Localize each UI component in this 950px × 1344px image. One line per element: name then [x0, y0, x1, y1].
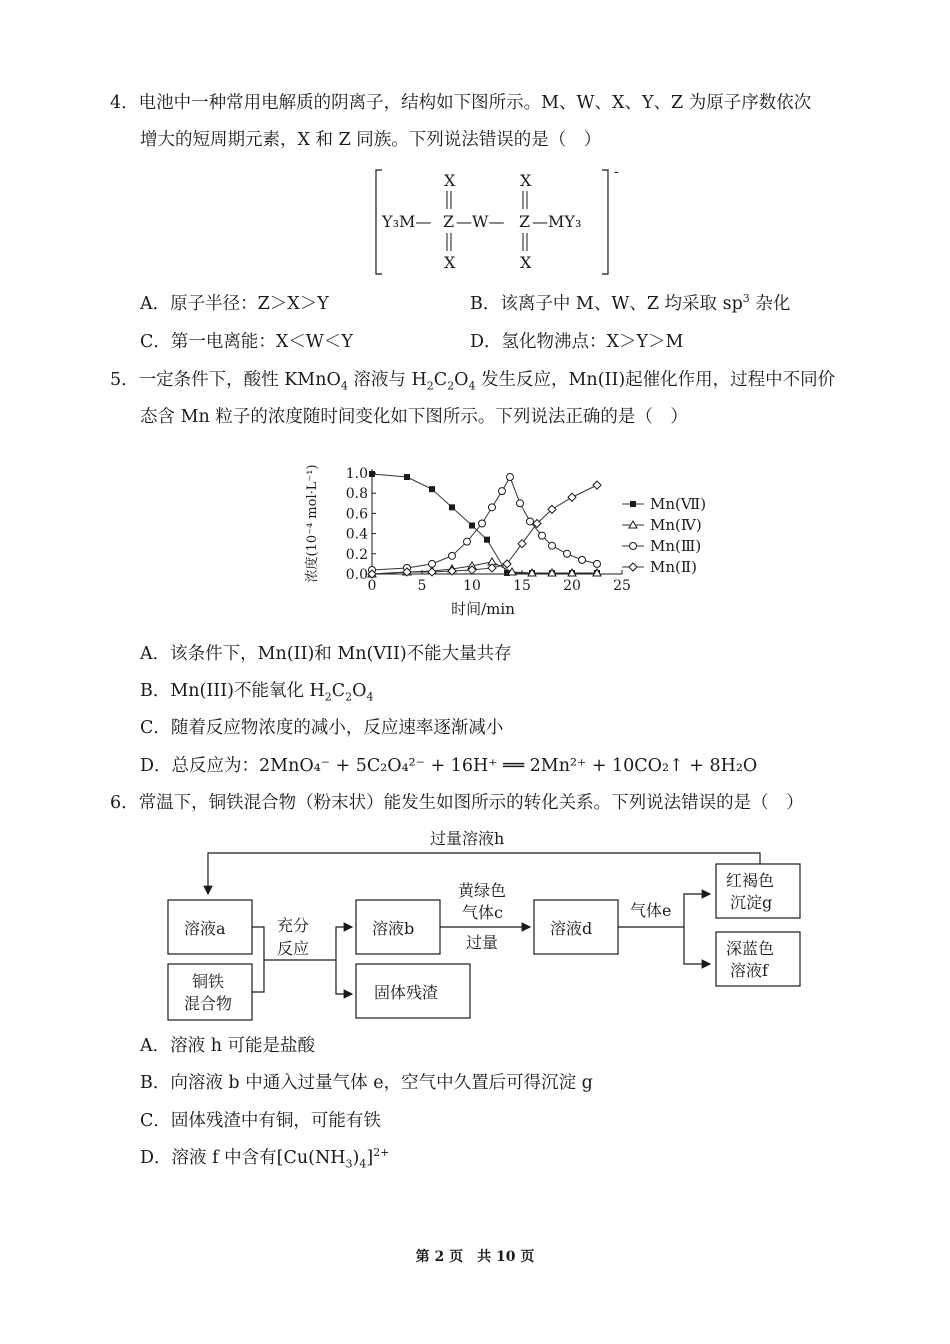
data-point	[428, 568, 436, 576]
legend-marker	[630, 543, 637, 550]
y-tick-label: 1.0	[345, 466, 368, 482]
series-line	[372, 485, 597, 574]
react-label-2: 反应	[277, 939, 310, 958]
legend-label: Mn(Ⅲ)	[650, 537, 702, 555]
q4-option-c: C．第一电离能：X＜W＜Y	[140, 332, 353, 352]
residue-label: 固体残渣	[374, 983, 439, 1002]
mixture-label-2: 混合物	[184, 994, 233, 1013]
data-point	[594, 560, 601, 567]
chart-series	[368, 471, 601, 578]
label-excess-h: 过量溶液h	[430, 829, 505, 848]
q5-option-b: B．Mn(III)不能氧化 $H_2C_2O_4$	[140, 681, 374, 704]
q5-stem-line2: 态含 Mn 粒子的浓度随时间变化如下图所示。下列说法正确的是（ ）	[140, 407, 688, 427]
data-point	[564, 550, 571, 557]
data-point	[499, 488, 506, 495]
data-point	[549, 542, 556, 549]
x-tick-label: 25	[613, 578, 631, 594]
y-tick-label: 0.8	[345, 486, 368, 503]
data-point	[539, 532, 546, 539]
q4-option-b: B．该离子中 M、W、Z 均采取 $sp^3$ 杂化	[470, 292, 791, 314]
q4-structure-svg	[370, 166, 630, 278]
box-f-label-1: 深蓝色	[726, 939, 775, 958]
x-tick-label: 20	[563, 578, 581, 594]
q6-flow-diagram	[160, 824, 810, 1024]
chart-legend	[622, 495, 706, 576]
x-bottom-2: X	[520, 253, 532, 272]
data-point	[429, 560, 436, 567]
box-g-label-1: 红褐色	[726, 871, 775, 890]
q5-option-d: D．总反应为：2MnO₄⁻ + 5C₂O₄²⁻ + 16H⁺ ══ 2Mn²⁺ + 10CO₂↑ + 8H₂O	[140, 756, 758, 776]
right-bracket	[602, 170, 608, 274]
data-point	[507, 474, 514, 481]
legend-label: Mn(Ⅱ)	[650, 558, 697, 576]
box-f-label-2: 溶液f	[730, 961, 768, 980]
q6-option-d: D．溶液 f 中含有$[Cu(NH_3)_4]^{2+}$	[140, 1146, 390, 1171]
x-tick-label: 15	[513, 578, 531, 594]
data-point	[469, 523, 475, 529]
right-group: —MY₃	[532, 212, 582, 231]
w-atom: —W—	[456, 212, 505, 231]
page-footer: 第 2 页 共 10 页	[415, 1249, 535, 1265]
q5-option-c: C．随着反应物浓度的减小，反应速率逐渐减小	[140, 718, 504, 738]
data-point	[593, 481, 601, 489]
legend-entry-2	[622, 516, 702, 534]
q4-ion-structure	[370, 166, 630, 278]
y-tick-label: 0.4	[345, 526, 368, 543]
gas-c-label-1: 黄绿色	[458, 881, 507, 900]
x-tick-label: 5	[417, 578, 427, 594]
box-b-label: 溶液b	[372, 919, 415, 938]
q4-option-d: D．氢化物沸点：X＞Y＞M	[470, 332, 684, 352]
data-point	[464, 538, 471, 545]
x-top-1: X	[444, 171, 456, 190]
data-point	[489, 504, 496, 511]
box-d-label: 溶液d	[550, 919, 593, 938]
q4-option-a: A．原子半径：Z＞X＞Y	[140, 294, 329, 314]
data-point	[449, 552, 456, 559]
data-point	[429, 486, 435, 492]
data-point	[369, 471, 375, 477]
chart-svg	[296, 452, 716, 632]
y-tick-label: 0.6	[345, 506, 368, 523]
data-point	[527, 518, 534, 525]
q4-stem-line2: 增大的短周期元素，X 和 Z 同族。下列说法错误的是（ ）	[140, 130, 602, 150]
data-point	[518, 540, 526, 548]
legend-entry-3	[622, 537, 701, 555]
legend-label: Mn(Ⅶ)	[650, 495, 707, 513]
q5-stem-line1: 5．一定条件下，酸性 KMnO$_4$ 溶液与 $H_2C_2O_4$ 发生反应，Mn(II)起催化作用，过程中不同价	[110, 370, 836, 393]
mixture-label-1: 铜铁	[192, 972, 225, 991]
y-axis-label: 浓度(10⁻⁴ mol·L⁻¹)	[305, 464, 320, 583]
data-point	[449, 504, 455, 510]
y-tick-label: 0.2	[345, 546, 368, 563]
legend-marker	[629, 563, 637, 571]
x-tick-label: 10	[463, 578, 481, 594]
x-bottom-1: X	[444, 253, 456, 272]
data-point	[517, 500, 524, 507]
data-point	[479, 520, 486, 527]
data-point	[568, 493, 576, 501]
q5-concentration-chart	[296, 452, 716, 632]
z-atom-1: Z	[443, 212, 455, 231]
box-g-label-2: 沉淀g	[730, 893, 773, 912]
y-tick-label: 0.0	[345, 567, 368, 583]
gas-e-label: 气体e	[630, 901, 672, 920]
q6-option-c: C．固体残渣中有铜，可能有铁	[140, 1111, 381, 1131]
data-point	[503, 560, 511, 568]
x-top-2: X	[520, 171, 532, 190]
q6-option-a: A．溶液 h 可能是盐酸	[140, 1036, 316, 1056]
data-point	[579, 556, 586, 563]
excess-label: 过量	[466, 933, 499, 952]
z-atom-2: Z	[519, 212, 531, 231]
react-label-1: 充分	[277, 916, 310, 935]
data-point	[484, 537, 490, 543]
gas-c-label-2: 气体c	[462, 903, 503, 922]
q6-stem: 6．常温下，铜铁混合物（粉末状）能发生如图所示的转化关系。下列说法错误的是（ ）	[110, 793, 804, 813]
series-3	[369, 474, 601, 574]
x-axis-label: 时间/min	[451, 600, 515, 618]
flow-svg	[160, 824, 810, 1024]
legend-label: Mn(Ⅳ)	[650, 516, 702, 534]
legend-marker	[630, 501, 636, 507]
q4-stem-line1: 4．电池中一种常用电解质的阴离子，结构如下图所示。M、W、X、Y、Z 为原子序数依次	[110, 93, 812, 113]
data-point	[404, 474, 410, 480]
box-a-label: 溶液a	[184, 919, 226, 938]
left-group: Y₃M—	[382, 212, 432, 231]
q5-option-a: A．该条件下，Mn(II)和 Mn(VII)不能大量共存	[140, 644, 512, 664]
legend-entry-1	[622, 495, 706, 513]
q6-option-b: B．向溶液 b 中通入过量气体 e，空气中久置后可得沉淀 g	[140, 1073, 593, 1093]
ion-charge: -	[614, 166, 619, 180]
x-tick-label: 0	[367, 578, 377, 594]
legend-entry-4	[622, 558, 697, 576]
